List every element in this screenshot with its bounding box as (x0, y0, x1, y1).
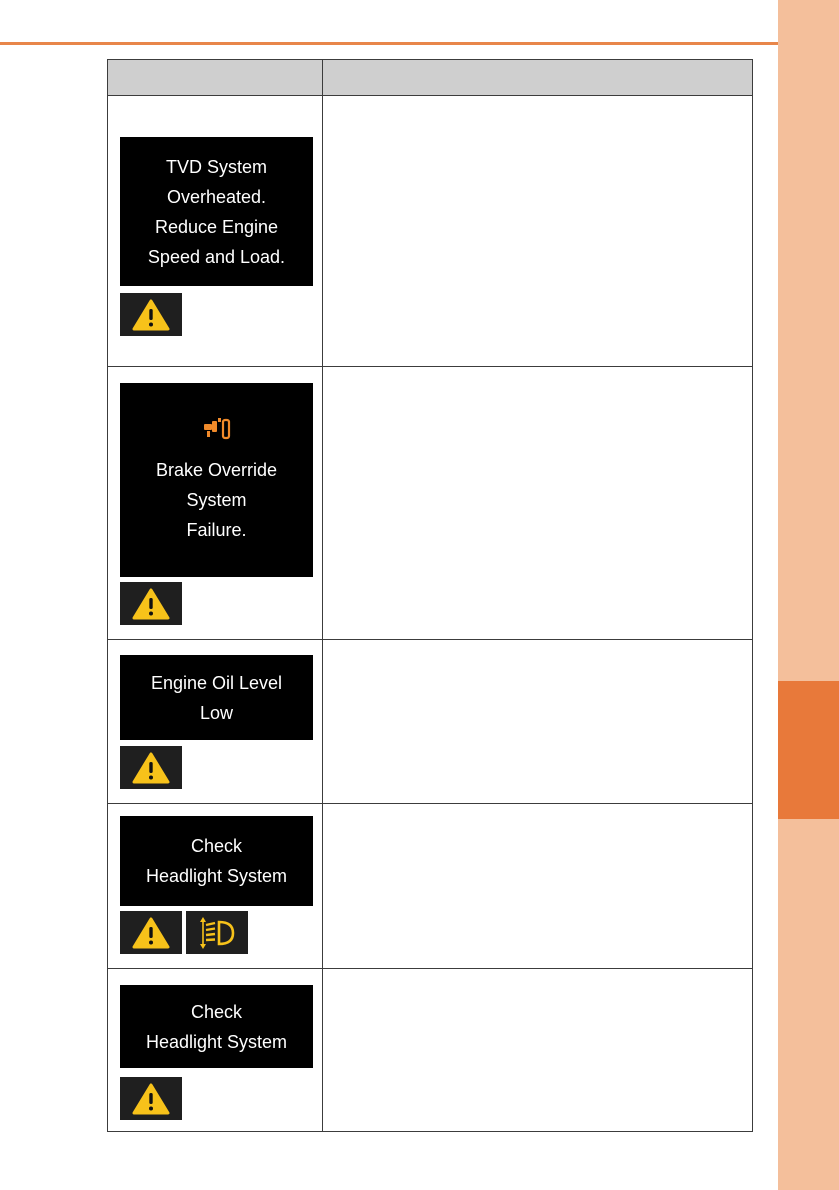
message-line: TVD System (165, 156, 267, 177)
message-line: System (186, 489, 247, 510)
warning-triangle-icon (120, 746, 182, 789)
message-line: Headlight System (145, 866, 288, 886)
details-cell (323, 640, 752, 803)
side-band (778, 0, 839, 1190)
message-display (120, 137, 313, 286)
message-display (120, 383, 313, 577)
message-display (120, 655, 313, 740)
message-line: Reduce Engine (154, 216, 279, 237)
message-line: Brake Override (155, 459, 278, 480)
header-cell-message (108, 60, 323, 95)
chapter-tab (778, 681, 839, 819)
message-line: Check (190, 836, 243, 856)
table-row (108, 969, 752, 1132)
message-cell (108, 640, 323, 803)
table-row (108, 96, 752, 367)
message-line: Failure. (186, 519, 247, 540)
header-rule (0, 42, 778, 45)
header-cell-details (323, 60, 752, 95)
message-line: Low (199, 702, 234, 723)
brake-override-icon (202, 416, 232, 451)
table-row (108, 367, 752, 640)
warning-message-table (107, 59, 753, 1132)
table-header (108, 60, 752, 96)
message-line: Check (190, 1001, 243, 1022)
message-display (120, 985, 313, 1068)
details-cell (323, 804, 752, 968)
message-line: Speed and Load. (147, 246, 286, 267)
message-line: Engine Oil Level (150, 672, 283, 693)
message-cell (108, 969, 323, 1131)
message-cell (108, 96, 323, 366)
warning-triangle-icon (120, 911, 182, 954)
details-cell (323, 96, 752, 366)
headlight-leveling-icon (186, 911, 248, 954)
message-cell (108, 804, 323, 968)
message-cell (108, 367, 323, 639)
details-cell (323, 367, 752, 639)
warning-triangle-icon (120, 1077, 182, 1120)
details-cell (323, 969, 752, 1131)
message-line: Overheated. (166, 186, 267, 207)
message-line: Headlight System (145, 1031, 288, 1052)
message-display (120, 816, 313, 906)
table-row (108, 640, 752, 804)
table-row (108, 804, 752, 969)
warning-triangle-icon (120, 582, 182, 625)
warning-triangle-icon (120, 293, 182, 336)
